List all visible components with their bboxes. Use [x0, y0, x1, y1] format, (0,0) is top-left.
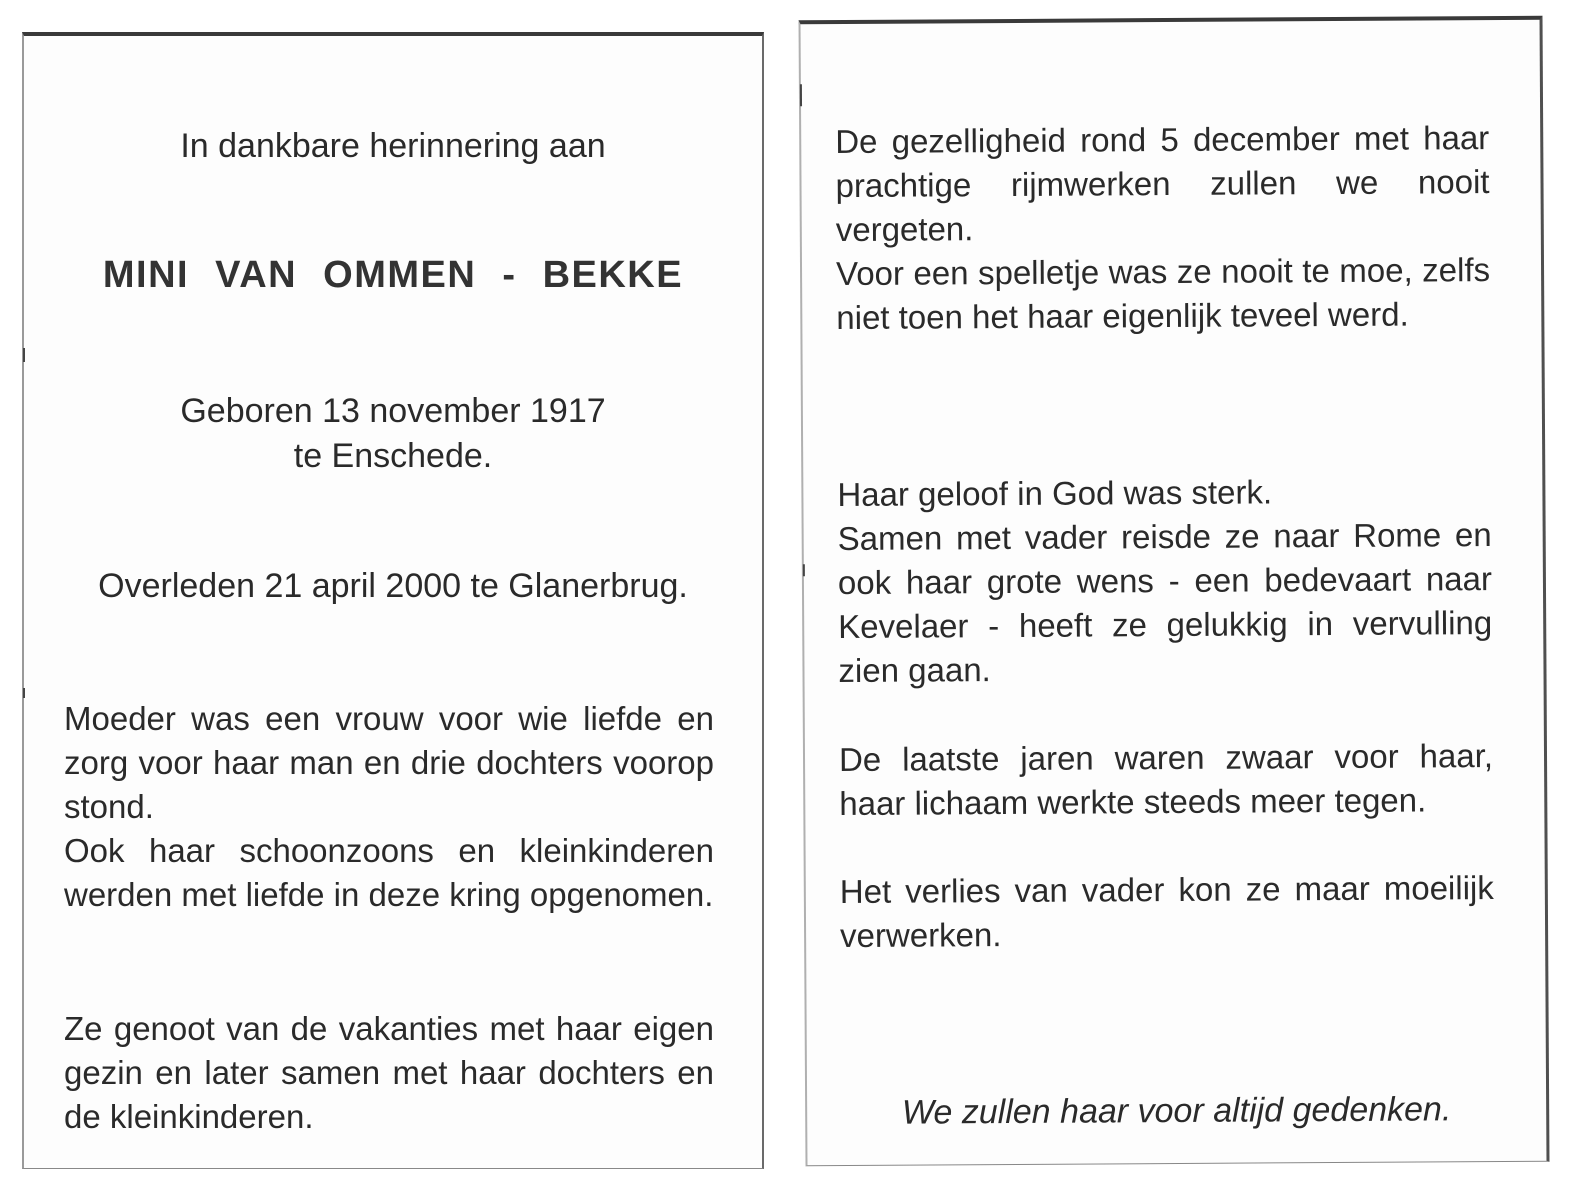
paragraph-last-years: De laatste jaren waren zwaar voor haar, haar lichaam werkte steeds meer tegen. [838, 737, 1494, 823]
memorial-card-left [22, 32, 764, 1169]
deceased-name: MINI VAN OMMEN - BEKKE [102, 254, 684, 296]
scan-speck [800, 84, 802, 106]
paragraph-mother: Moeder was een vrouw voor wie liefde en zorg voor haar man en drie dochters voorop stond. [64, 700, 714, 825]
scan-speck [23, 688, 25, 698]
paragraph-loss: Het verlies van vader kon ze maar moeilijk verwerken. [839, 869, 1494, 955]
paragraph-holidays: Ze genoot van de vakanties met haar eigen gezin en later samen met haar dochters en de kleinkinderen. [64, 1010, 714, 1135]
paragraph-pilgrimage: Samen met vader reisde ze naar Rome en ook haar grote wens - een bedevaart naar Kevelaer - heeft ze gelukkig in vervulling zien gaan. [837, 516, 1493, 690]
birth-date: Geboren 13 november 1917 [180, 392, 606, 430]
paragraph-family: Ook haar schoonzoons en kleinkinderen werden met liefde in deze kring opgenomen. [64, 832, 714, 913]
death-info: Overleden 21 april 2000 te Glanerbrug. [98, 567, 688, 605]
scan-speck [803, 564, 805, 576]
paragraph-faith: Haar geloof in God was sterk. [837, 473, 1273, 514]
paragraph-december: De gezelligheid rond 5 december met haar prachtige rijmwerken zullen we nooit vergeten. [835, 119, 1490, 249]
intro-text: In dankbare herinnering aan [180, 127, 606, 165]
birth-place: te Enschede. [293, 437, 493, 475]
paragraph-games: Voor een spelletje was ze nooit te moe, zelfs niet toen het haar eigenlijk teveel werd. [835, 251, 1491, 337]
closing-line: We zullen haar voor altijd gedenken. [901, 1090, 1452, 1132]
memorial-card-right [799, 16, 1550, 1167]
scan-speck [23, 348, 25, 362]
